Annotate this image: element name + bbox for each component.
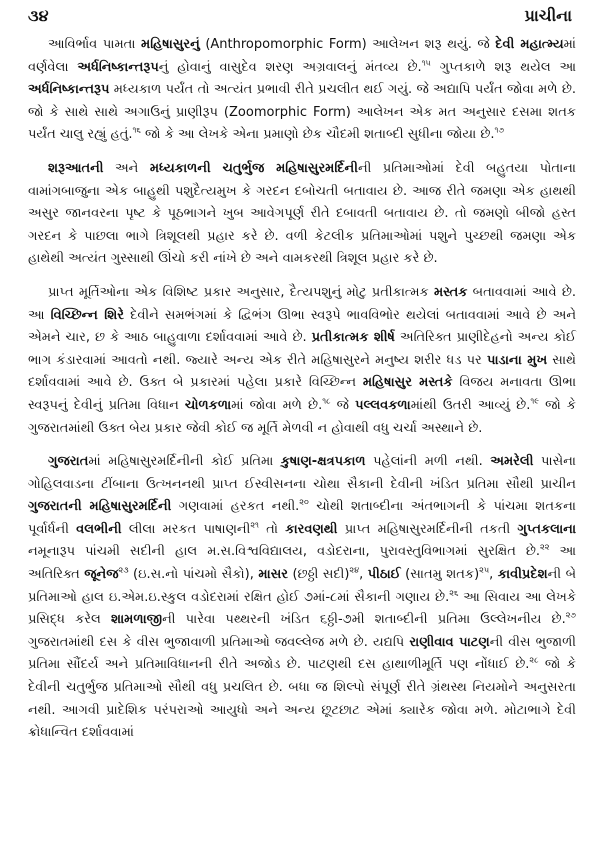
text-run: નું હોવાનું વાસુદેવ શરણ અગ્રવાલનું મંતવ્ય છે.	[158, 59, 422, 75]
text-run: માં વર્ણવેલા	[28, 37, 576, 75]
running-title: પ્રાચીના	[524, 6, 572, 25]
footnote-ref: ૧૬	[132, 126, 141, 136]
footnote-ref: ૧૫	[421, 58, 431, 68]
footnote-ref: ૨૧	[250, 520, 259, 530]
text-run: પહેલાંની મળી નથી.	[365, 454, 491, 470]
text-run: (ઇ.સ.નો પાંચમો સૈકો),	[128, 567, 259, 583]
text-run: ની વીસ ભુજાળી પ્રતિમા સૌંદર્ય અને પ્રતિમાવિધાનની રીતે અજોડ છે. પાટણથી દસ હાથાળીમૂર્તિ પણ નોંધાઈ છે.	[28, 634, 576, 673]
footnote-ref: ૧૯	[530, 396, 540, 406]
footnote-ref: ૨૦	[299, 497, 309, 507]
bold-term: વલભીની	[76, 521, 122, 537]
bold-term: દેવી મહાત્મ્ય	[495, 37, 564, 52]
bold-term: રાણીવાવ પાટણ	[409, 634, 490, 650]
text-run: જો કે આ લેખકે એના પ્રમાણો છેક ચૌદમી શતાબ્દી સુધીના જોયા છે.	[140, 127, 495, 143]
text-run: ચોથી શતાબ્દીના અંતભાગની કે પાંચમા શતકના પૂર્વાર્ધની	[28, 499, 576, 537]
text-run: જે	[330, 397, 356, 413]
text-run: ગણવામાં હરકત નથી.	[171, 499, 300, 515]
bold-term: પ્રતીકાત્મક શીર્ષ	[311, 330, 395, 346]
text-run: તો	[258, 521, 286, 537]
text-run: અતિરિક્ત પ્રાણીદેહનો અન્ય કોઈ ભાગ કંડારવામાં આવતો નથી. જ્યારે અન્ય એક રીતે મહિષાસુરને મનુષ્ય શરીર ધડ પર	[28, 330, 576, 368]
bold-term: જૂનેજ	[84, 567, 119, 583]
text-run: ની બે પ્રતિમાઓ હાલ ઇ.એમ.ઇ.સ્કુલ વડોદરામાં રક્ષિત હોઈ ૭માં-૮માં સૈકાની ગણાય છે.	[28, 567, 577, 605]
footnote-ref: ૨૪	[349, 565, 360, 575]
bold-term: કાવીપ્રદેશ	[497, 567, 548, 583]
text-run: ની પ્રતિમાઓમાં દેવી બહુતયા પોતાના વામાંગબાજુના એક બાહુથી પશુદૈત્યમુખ કે ગરદન દબોચતી બતાવાય છે. આજ રીતે જમણા એક હાથથી અસુર જાનવરના પૃષ્ટ કે પૂઠભાગને ખુબ આવેગપૂર્ણ રીતે દબાવતી બતાવાય છે. તો જમણો બીજો હસ્ત ગરદન કે પાછલા ભાગે ત્રિશૂલથી પ્રહાર કરે છે. વળી કેટલીક પ્રતિમાઓમાં પશુને પુચ્છથી જમણા એક હાથેથી અત્યંત ગુસ્સાથી ઊંચો કરી નાંખે છે અને વામકરથી ત્રિશૂલ પ્રહાર કરે છે.	[28, 160, 576, 267]
footnote-ref: ૨૮	[529, 656, 539, 666]
text-run: મધ્યકાળ પર્યંત તો અત્યંત પ્રભાવી રીતે પ્રચલીત થઈ ગયું. જે અદ્યાપિ પર્યંત જોવા મળે છે. જો કે સાથે સાથે અગાઉનું પ્રાણીરૂપ (Zoomorphic Form) આલેખન એક મત અનુસાર દસમા શતક પર્યંત ચાલુ રહ્યું હતું.	[28, 82, 576, 143]
text-run: ,	[489, 567, 498, 583]
text-run: દેવીને સમભંગમાં કે દ્વિભંગ ઊભા સ્વરૂપે ભાવવિભોર થયેલાં બતાવવામાં આવે છે અને એમને ચાર, છ કે આઠ બાહુવાળા દર્શાવવામાં આવે છે.	[28, 307, 576, 346]
bold-term: વિચ્છિન્ન શિરે	[50, 307, 124, 323]
footnote-ref: ૨૬	[449, 588, 459, 598]
text-run: (સાતમુ શતક)	[400, 567, 480, 583]
text-run: આ અતિરિક્ત	[28, 544, 576, 583]
bold-term: ગુજરાત	[48, 454, 89, 470]
bold-term: મહિષાસુર મસ્તકે	[362, 375, 453, 391]
text-run: માં મહિષાસુરમર્દિનીની કોઈ પ્રતિમા	[88, 454, 281, 470]
text-run: (Anthropomorphic Form) આલેખન શરૂ થયું. જે	[199, 37, 496, 52]
text-run: ગુપ્તકાળે શરૂ થયેલ આ	[430, 59, 577, 75]
paragraph-2	[28, 158, 576, 271]
footnote-ref: ૨૭	[565, 610, 576, 620]
bold-term: મહિષાસુરનું	[141, 37, 200, 52]
text-run: વિજય મનાવતા ઊભા સ્વરૂપનું દેવીનું પ્રતિમા વિધાન	[28, 375, 577, 413]
bold-term: પાડાના મુખ	[486, 352, 548, 368]
text-run: જો કે દેવીની ચતુર્ભુજ પ્રતિમાઓ સૌથી વધુ પ્રચલિત છે. બધા જ શિલ્પો સંપૂર્ણ રીતે ગ્રંથસ્થ નિયમોને અનુસરતા નથી. આગવી પ્રાદેશિક પરંપરાઓ આયુધો અને અન્ય છૂટછાટ એમાં ક્યારેક જોવા મળે. મોટાભાગે દેવી ક્રોધાન્વિત દર્શાવવામાં	[28, 657, 576, 741]
text-run: (છઠ્ઠી સદી)	[287, 567, 350, 583]
text-run: બતાવવામાં આવે છે. આ	[28, 284, 577, 323]
text-run: માં જોવા મળે છે.	[231, 397, 323, 413]
text-run: નમૂનારૂપ પાંચમી સદીની હાલ મ.સ.વિશ્વવિદ્યાલય, વડોદરાના, પુરાવસ્તુવિભાગમાં સુરક્ષિત છે.	[28, 544, 541, 560]
page-header	[28, 6, 576, 28]
bold-term: મસ્તક	[433, 284, 468, 300]
footnote-ref: ૧૭	[494, 126, 505, 136]
text-run: ગુજરાતમાંથી દસ કે વીસ ભુજાવાળી પ્રતિમાઓ જવલ્લેજ મળે છે. યદ્યપિ	[28, 634, 410, 650]
bold-term: શામળાજી	[110, 612, 163, 628]
bold-term: કારવણથી	[285, 521, 338, 537]
text-run: પ્રાપ્ત મહિષાસુરમર્દિનીની તકતી	[337, 521, 518, 537]
paragraph-1	[28, 34, 576, 147]
paragraph-3	[28, 282, 576, 440]
text-run: જો કે ગુજરાતમાંથી ઉક્ત બેય પ્રકાર જેવી કોઈ જ મૂર્તિ મેળવી ન હોવાથી વધુ ચર્ચા અસ્થાને છે.	[28, 397, 576, 436]
text-run: માંથી ઉતરી આવ્યું છે.	[410, 397, 531, 413]
bold-term: અર્ધનિષ્કાન્તરૂપ	[77, 59, 159, 75]
page-number: ૩૪	[28, 6, 49, 25]
footnote-ref: ૧૮	[322, 396, 331, 406]
bold-term: ચોળકળા	[184, 397, 232, 413]
bold-term: મધ્યકાળની ચતુર્ભુજ મહિષાસુરમર્દિની	[149, 160, 358, 176]
text-run: ,	[359, 567, 368, 583]
text-run: પાસેના ગોહિલવાડના ટીંબાના ઉત્ખનનથી પ્રાપ્ત ઈસ્વીસનના ચોથા સૈકાની દેવીની ખંડિત પ્રતિમા સૌથી પ્રાચીન	[28, 454, 576, 492]
footnote-ref: ૨૨	[540, 543, 550, 553]
text-run: આવિર્ભાવ પામતા	[48, 37, 142, 52]
bold-term: ગુપ્તકલાના	[517, 521, 577, 537]
bold-term: ગુજરાતની મહિષાસુરમર્દિની	[28, 499, 172, 515]
text-run: અને	[103, 160, 150, 176]
paragraph-4	[28, 451, 576, 745]
bold-term: માસર	[258, 567, 288, 583]
bold-term: પલ્લવકળા	[355, 397, 411, 413]
bold-term: પીઠાઈ	[367, 567, 401, 583]
bold-term: અમરેલી	[490, 454, 534, 470]
body-text	[28, 34, 576, 756]
text-run: આ સિવાય આ લેખકે પ્રસિદ્ધ કરેલ	[28, 589, 576, 628]
text-run: લીલા મરકત પાષાણની	[121, 521, 251, 537]
bold-term: કુષાણ-ક્ષત્રપકાળ	[280, 454, 366, 470]
bold-term: શરૂઆતની	[48, 160, 104, 176]
text-run: ની પારેવા પથ્થરની ખંડિત ૬ઠ્ઠી-૭મી શતાબ્દીની પ્રતિમા ઉલ્લેખનીય છે.	[162, 612, 566, 628]
text-run: સાથે દર્શાવવામાં આવે છે. ઉક્ત બે પ્રકારમાં પહેલા પ્રકારે વિચ્છિન્ન	[28, 352, 576, 391]
text-run: પ્રાપ્ત મૂર્તિઓના એક વિશિષ્ટ પ્રકાર અનુસાર, દૈત્યપશુનું મોટુ પ્રતીકાત્મક	[48, 284, 434, 300]
footnote-ref: ૨૩	[118, 565, 129, 575]
bold-term: અર્ધનિષ્કાન્તરૂપ	[28, 82, 110, 98]
footnote-ref: ૨૫	[479, 565, 490, 575]
